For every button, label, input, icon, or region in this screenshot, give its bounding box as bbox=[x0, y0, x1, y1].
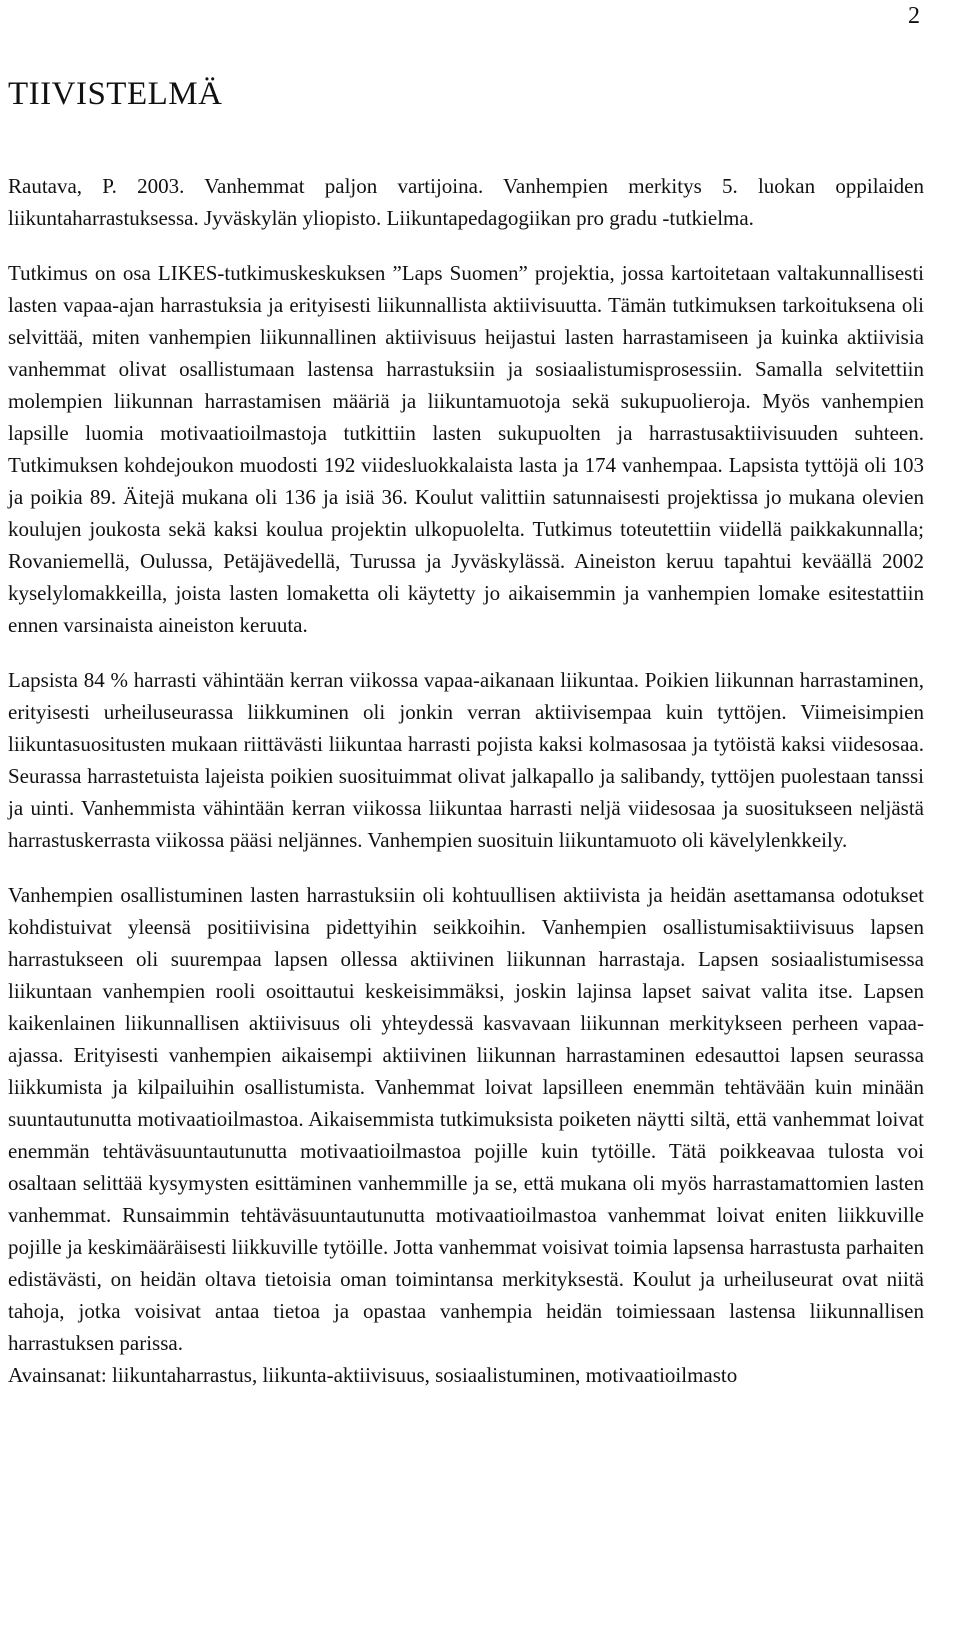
page-number: 2 bbox=[908, 3, 920, 29]
paragraph-study-description: Tutkimus on osa LIKES-tutkimuskeskuksen ”Laps Suomen” projektia, jossa kartoitetaan valtakunnallisesti lasten vapaa-ajan harrastuksia ja erityisesti liikunnallista aktiivisuutta. Tämän tutkimuksen tarkoituksena oli selvittää, miten vanhempien liikunnallinen aktiivisuus heijastui lasten harrastamiseen ja kuinka aktiivisia vanhemmat olivat osallistumaan lastensa harrastuksiin ja sosiaalistumisprosessiin. Samalla selvitettiin molempien liikunnan harrastamisen määriä ja liikuntamuotoja sekä sukupuolieroja. Myös vanhempien lapsille luomia motivaatioilmastoja tutkittiin lasten sukupuolten ja harrastusaktiivisuuden suhteen. Tutkimuksen kohdejoukon muodosti 192 viidesluokkalaista lasta ja 174 vanhempaa. Lapsista tyttöjä oli 103 ja poikia 89. Äitejä mukana oli 136 ja isiä 36. Koulut valittiin satunnaisesti projektissa jo mukana olevien koulujen joukosta sekä kaksi koulua projektin ulkopuolelta. Tutkimus toteutettiin viidellä paikkakunnalla; Rovaniemellä, Oulussa, Petäjävedellä, Turussa ja Jyväskylässä. Aineiston keruu tapahtui keväällä 2002 kyselylomakkeilla, joista lasten lomaketta oli käytetty jo aikaisemmin ja vanhempien lomake esitestattiin ennen varsinaista aineiston keruuta. bbox=[8, 261, 924, 637]
paragraph-parents-results: Vanhempien osallistuminen lasten harrastuksiin oli kohtuullisen aktiivista ja heidän asettamansa odotukset kohdistuivat yleensä positiivisina pidettyihin seikkoihin. Vanhempien osallistumisaktiivisuus lapsen harrastukseen oli suurempaa lapsen ollessa aktiivinen liikunnan harrastaja. Lapsen sosiaalistumisessa liikuntaan vanhempien rooli osoittautui keskeisimmäksi, joskin lajinsa lapset saivat valita itse. Lapsen kaikenlainen liikunnallisen aktiivisuus oli yhteydessä kasvavaan liikunnan merkitykseen perheen vapaa-ajassa. Erityisesti vanhempien aikaisempi aktiivinen liikunnan harrastaminen edesauttoi lapsen seurassa liikkumista ja kilpailuihin osallistumista. Vanhemmat loivat lapsilleen enemmän tehtävään kuin minään suuntautunutta motivaatioilmastoa. Aikaisemmista tutkimuksista poiketen näytti siltä, että vanhemmat loivat enemmän tehtäväsuuntautunutta motivaatioilmastoa pojille kuin tytöille. Tätä poikkeavaa tulosta voi osaltaan selittää kysymysten esittäminen vanhemmille ja se, että mukana oli myös harrastamattomien lasten vanhemmat. Runsaimmin tehtäväsuuntautunutta motivaatioilmastoa vanhemmat loivat eniten liikkuville pojille ja keskimääräisesti liikkuville tytöille. Jotta vanhemmat voisivat toimia lapsensa harrastusta parhaiten edistävästi, on heidän oltava tietoisia oman toimintansa merkityksestä. Koulut ja urheiluseurat ovat niitä tahoja, jotka voisivat antaa tietoa ja opastaa vanhempia heidän toimiessaan lastensa liikunnallisen harrastuksen parissa. bbox=[8, 883, 924, 1355]
paragraph-children-results: Lapsista 84 % harrasti vähintään kerran viikossa vapaa-aikanaan liikuntaa. Poikien liikunnan harrastaminen, erityisesti urheiluseurassa liikkuminen oli jonkin verran aktiivisempaa kuin tyttöjen. Viimeisimpien liikuntasuositusten mukaan riittävästi liikuntaa harrasti pojista kaksi kolmasosaa ja tytöistä kaksi viidesosaa. Seurassa harrastetuista lajeista poikien suosituimmat olivat jalkapallo ja salibandy, tyttöjen puolestaan tanssi ja uinti. Vanhemmista vähintään kerran viikossa liikuntaa harrasti neljä viidesosaa ja suositukseen neljästä harrastuskerrasta viikossa pääsi neljännes. Vanhempien suosituin liikuntamuoto oli kävelylenkkeily. bbox=[8, 668, 924, 852]
abstract-body bbox=[8, 170, 924, 1391]
citation-paragraph: Rautava, P. 2003. Vanhemmat paljon vartijoina. Vanhempien merkitys 5. luokan oppilaiden liikuntaharrastuksessa. Jyväskylän yliopisto. Liikuntapedagogiikan pro gradu -tutkielma. bbox=[8, 174, 924, 230]
keywords-line: Avainsanat: liikuntaharrastus, liikunta-aktiivisuus, sosiaalistuminen, motivaatioilmasto bbox=[8, 1363, 738, 1387]
page-title: TIIVISTELMÄ bbox=[8, 76, 223, 112]
